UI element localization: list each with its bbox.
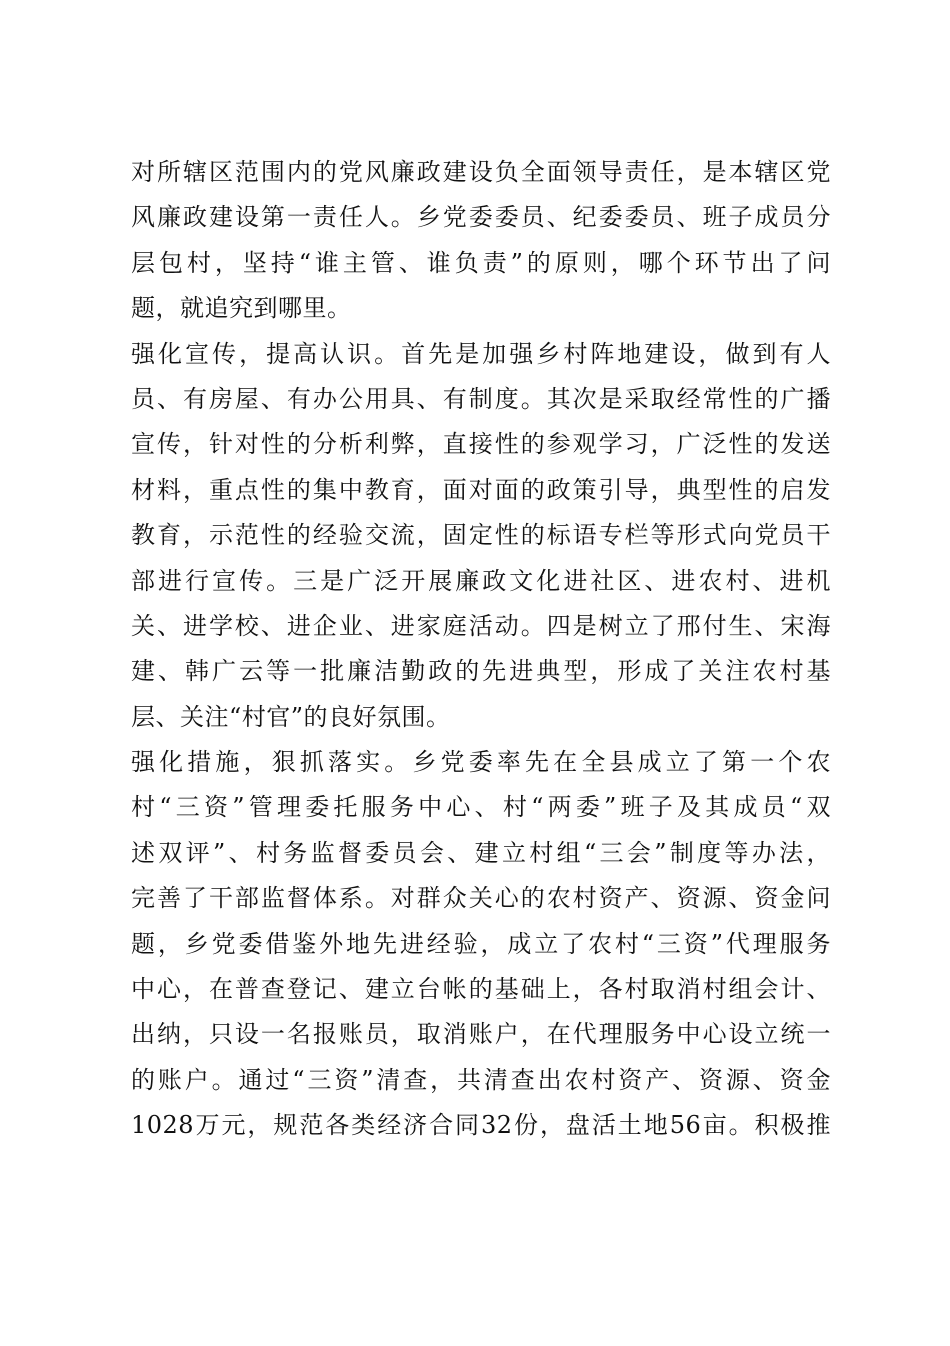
text-line: 述双评”、村务监督委员会、建立村组“三会”制度等办法， bbox=[131, 838, 831, 867]
text-line: 强化宣传，提高认识。首先是加强乡村阵地建设，做到有人 bbox=[131, 339, 831, 368]
text-line: 层、关注“村官”的良好氛围。 bbox=[131, 702, 451, 731]
text-line: 风廉政建设第一责任人。乡党委委员、纪委委员、班子成员分 bbox=[131, 203, 831, 232]
text-line: 宣传，针对性的分析利弊，直接性的参观学习，广泛性的发送 bbox=[131, 430, 831, 459]
document-body bbox=[131, 150, 831, 1149]
text-line: 1028万元，规范各类经济合同32份，盘活土地56亩。积极推 bbox=[131, 1111, 831, 1140]
text-line: 的账户。通过“三资”清查，共清查出农村资产、资源、资金 bbox=[131, 1065, 831, 1094]
text-line: 层包村，坚持“谁主管、谁负责”的原则，哪个环节出了问 bbox=[131, 248, 831, 277]
text-line: 员、有房屋、有办公用具、有制度。其次是采取经常性的广播 bbox=[131, 384, 831, 413]
text-line: 中心，在普查登记、建立台帐的基础上，各村取消村组会计、 bbox=[131, 975, 831, 1004]
text-line: 题，乡党委借鉴外地先进经验，成立了农村“三资”代理服务 bbox=[131, 929, 831, 958]
text-line: 对所辖区范围内的党风廉政建设负全面领导责任，是本辖区党 bbox=[131, 158, 831, 186]
text-line: 完善了干部监督体系。对群众关心的农村资产、资源、资金问 bbox=[131, 884, 831, 913]
text-line: 材料，重点性的集中教育，面对面的政策引导，典型性的启发 bbox=[131, 475, 831, 504]
text-line: 部进行宣传。三是广泛开展廉政文化进社区、进农村、进机 bbox=[131, 566, 831, 595]
text-line: 教育，示范性的经验交流，固定性的标语专栏等形式向党员干 bbox=[131, 521, 831, 550]
text-line: 出纳，只设一名报账员，取消账户，在代理服务中心设立统一 bbox=[131, 1020, 831, 1049]
text-line: 建、韩广云等一批廉洁勤政的先进典型，形成了关注农村基 bbox=[131, 657, 831, 686]
text-line: 题，就追究到哪里。 bbox=[131, 294, 352, 323]
text-line: 关、进学校、进企业、进家庭活动。四是树立了邢付生、宋海 bbox=[131, 611, 831, 640]
text-line: 村“三资”管理委托服务中心、村“两委”班子及其成员“双 bbox=[131, 793, 831, 822]
text-line: 强化措施，狠抓落实。乡党委率先在全县成立了第一个农 bbox=[131, 748, 831, 777]
